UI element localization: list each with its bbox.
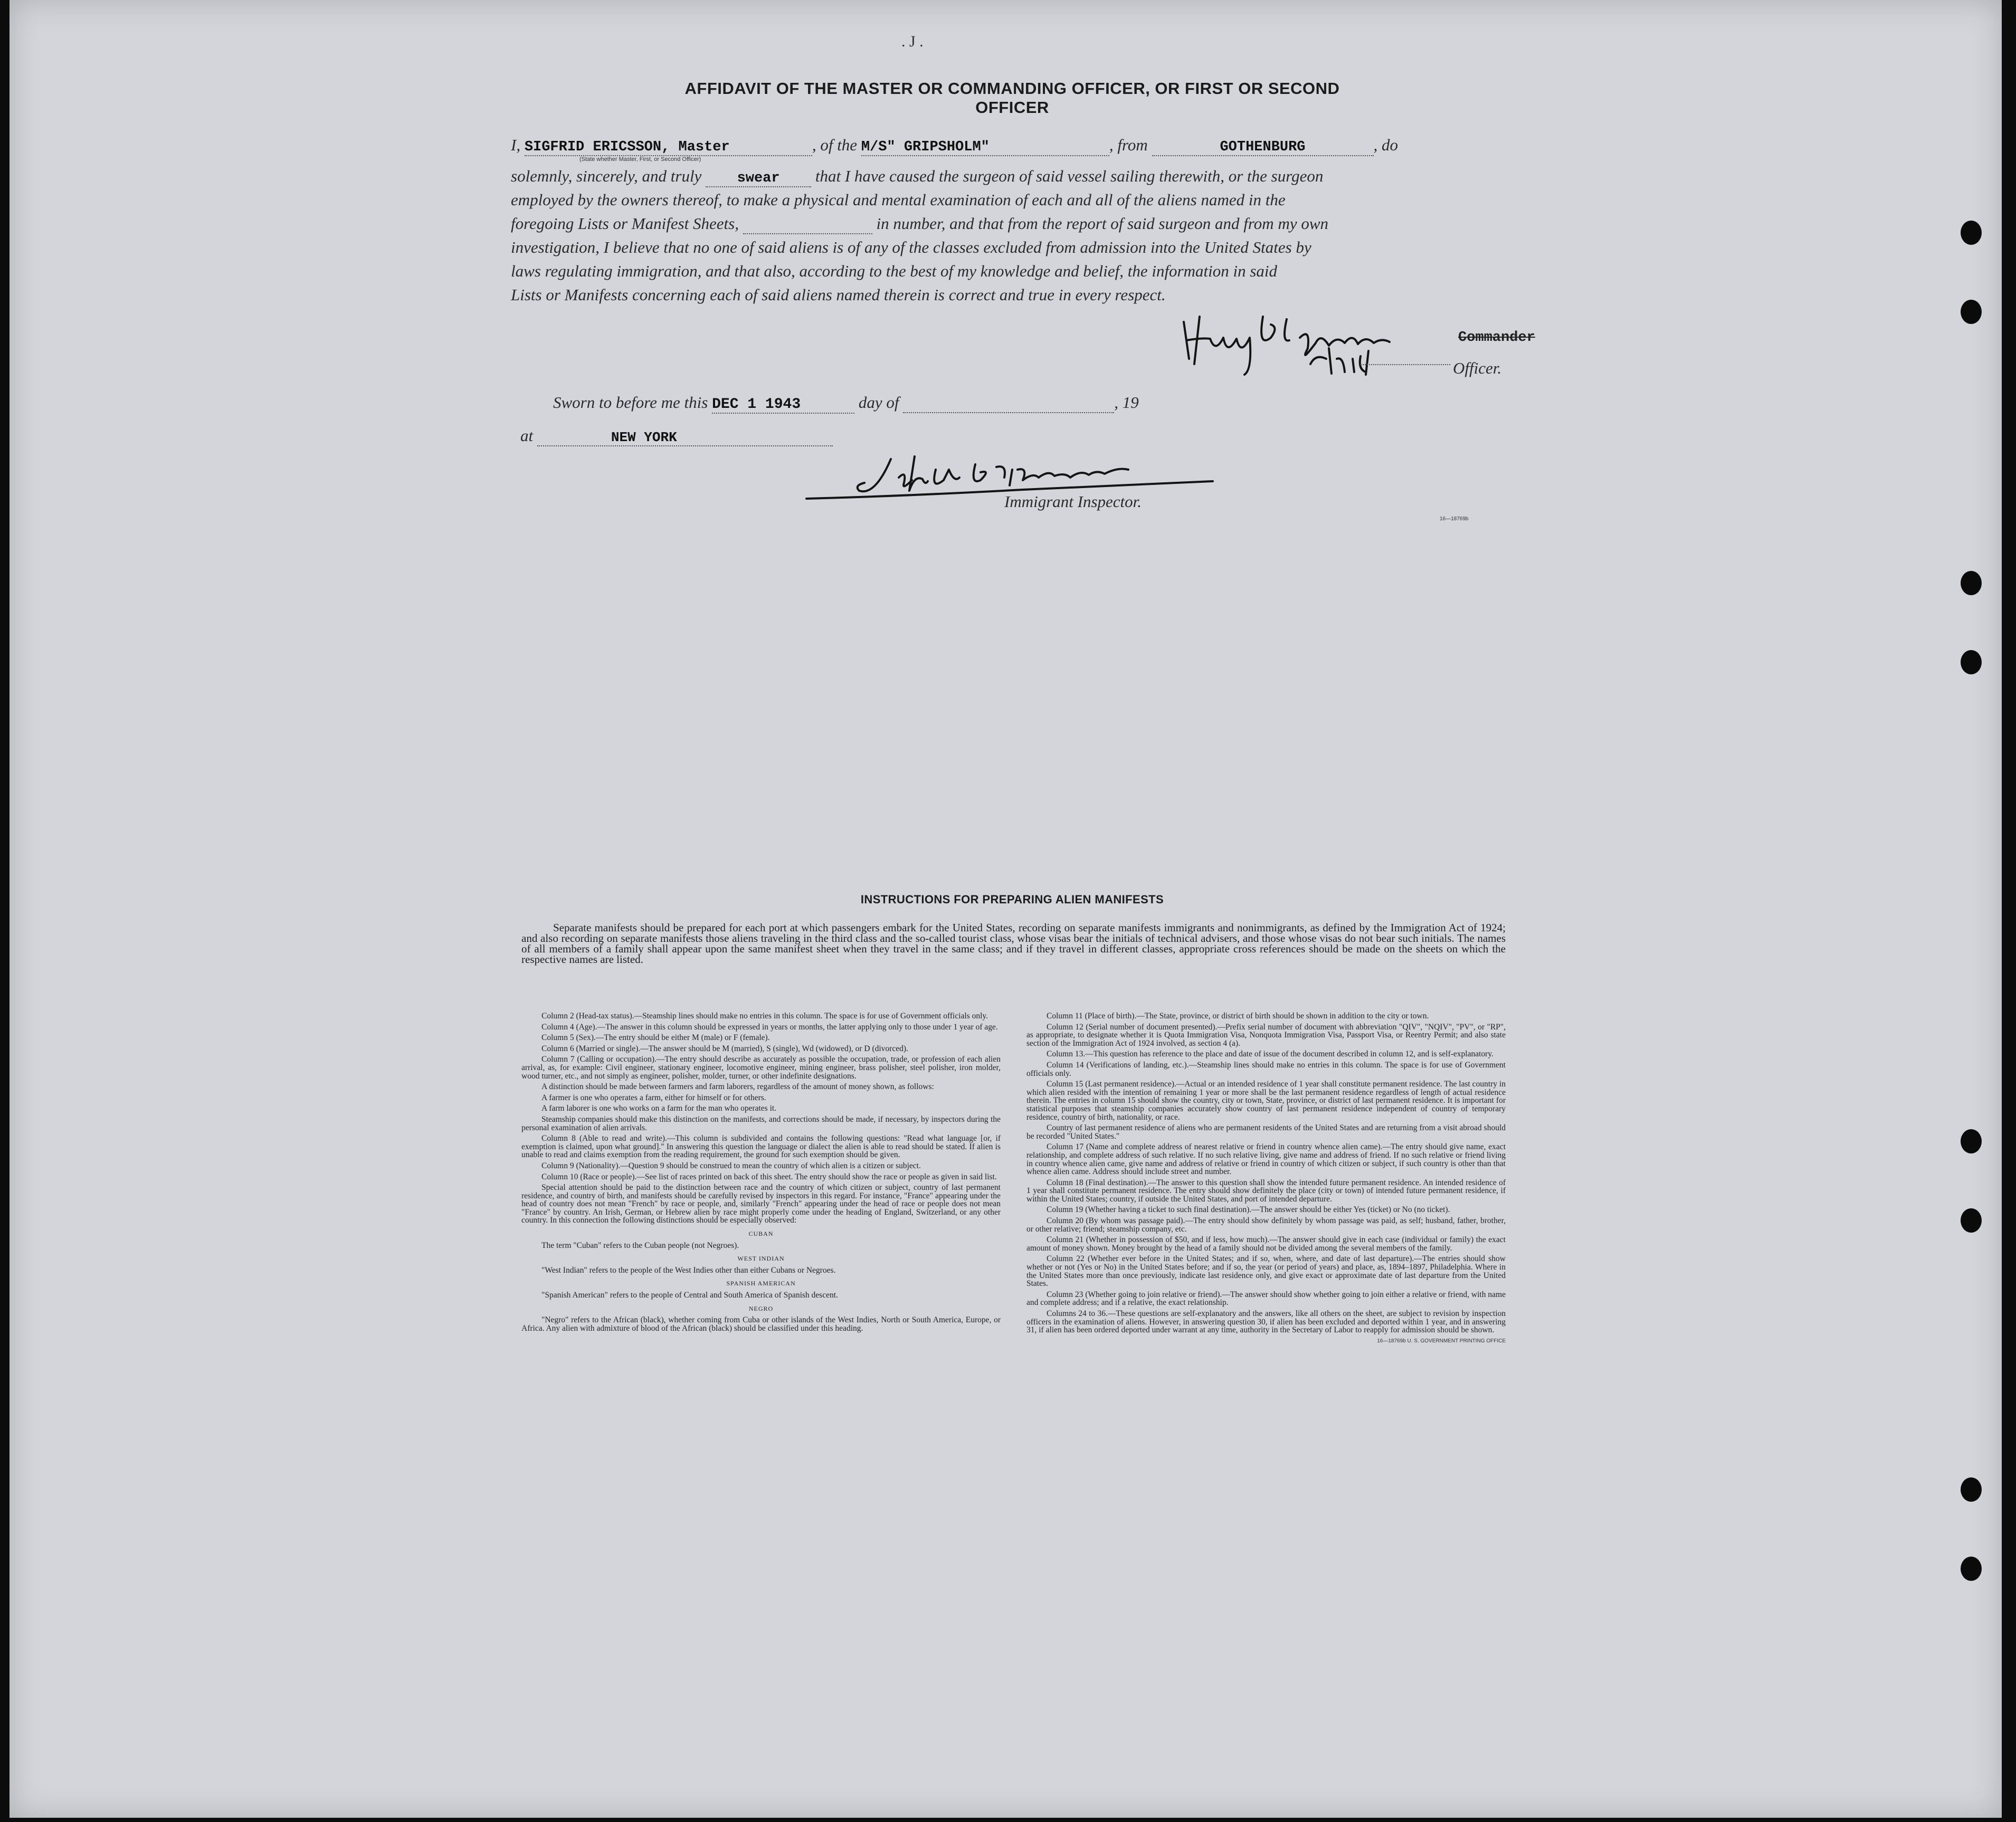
instruction-paragraph: Column 14 (Verifications of landing, etc.).—Steamship lines should make no entries in this column. The space is for use of Government officials only. xyxy=(1026,1060,1506,1078)
sworn-day-of: day of xyxy=(858,393,899,412)
cuban-text: The term "Cuban" refers to the Cuban people (not Negroes). xyxy=(541,1241,739,1250)
manifest-count-blank xyxy=(743,214,872,234)
instruction-paragraph: Column 9 (Nationality).—Question 9 should be construed to mean the country of which alien is a citizen or subject. xyxy=(541,1161,921,1170)
master-name: SIGFRID ERICSSON, Master xyxy=(524,139,730,155)
instruction-paragraph: Column 12 (Serial number of document presented).—Prefix serial number of document with abbreviation "QIV", "NQIV", "PV", or "RP", as appropriate, to designate whether it is Quota Immigration Visa, Nonquota Immigration Visa, Passport Visa, or Reentry Permit; and also state section of the Immigration Act of 1924 involved, as section 4 (a). xyxy=(1026,1022,1506,1048)
oath-word: swear xyxy=(737,170,780,186)
instruction-paragraph: Column 5 (Sex).—The entry should be either M (male) or F (female). xyxy=(541,1033,770,1043)
punch-hole xyxy=(1961,300,1982,324)
instruction-paragraph: Column 22 (Whether ever before in the United States; and if so, when, where, and date of last departure).—The entries should show whether or not (Yes or No) in the United States before; and if so, the year (or period of years) and place, as, 1894–1897, Philadelphia. Where in the United States more than once previously, indicate last residence only, and give exact or approximate date of last departure from the United States. xyxy=(1026,1254,1506,1289)
affidavit-line-7: Lists or Manifests concerning each of said aliens named therein is correct and true in every respect. xyxy=(511,285,1166,304)
officer-suffix: Officer. xyxy=(1453,359,1502,377)
instructions-intro: Separate manifests should be prepared for each port at which passengers embark for the United States, recording on separate manifests immigrants and nonimmigrants, as defined by the Immigration Act of 1924; and also recording on separate manifests those aliens traveling in the third class and the so-called tourist class, whose visas bear the initials of technical advisers, and those whose visas do not bear such initials. The names of all members of a family shall appear upon the same manifest sheet when they travel in the same class; and if they travel in different classes, appropriate cross references should be made on the sheets on which the respective names are listed. xyxy=(521,921,1506,966)
instruction-paragraph: Column 11 (Place of birth).—The State, province, or district of birth should be shown in addition to the city or town. xyxy=(1047,1012,1429,1020)
sworn-place: NEW YORK xyxy=(611,430,677,445)
punch-hole xyxy=(1961,1129,1982,1153)
line4-a: foregoing Lists or Manifest Sheets, xyxy=(511,214,739,233)
spanish-american-text: "Spanish American" refers to the people of Central and South America of Spanish descent. xyxy=(541,1291,838,1300)
sworn-year: , 19 xyxy=(1114,393,1139,412)
instruction-paragraph: Column 6 (Married or single).—The answer should be M (married), S (single), Wd (widowed), or D (divorced). xyxy=(541,1044,908,1053)
line4-b: in number, and that from the report of said surgeon and from my own xyxy=(876,214,1329,233)
instruction-paragraph: Column 19 (Whether having a ticket to such final destination).—The answer should be either Yes (ticket) or No (no ticket). xyxy=(1047,1205,1450,1215)
struck-title: Commander xyxy=(1458,330,1535,346)
instruction-paragraph: Column 13.—This question has reference to the place and date of issue of the document described in column 12, and is self-explanatory. xyxy=(1047,1050,1494,1059)
instruction-paragraph: A distinction should be made between farmers and farm laborers, regardless of the amount of money shown, as follows: xyxy=(541,1082,934,1092)
line1-from: , from xyxy=(1109,136,1148,154)
punch-hole xyxy=(1961,650,1982,674)
at-label: at xyxy=(520,426,534,445)
officer-blank xyxy=(1361,364,1450,365)
instruction-paragraph: Column 4 (Age).—The answer in this column should be expressed in years or months, the latter applying only to those under 1 year of age. xyxy=(541,1022,998,1032)
affidavit-line-5: investigation, I believe that no one of said aliens is of any of the classes excluded from admission into the United States by xyxy=(511,238,1311,256)
line1-of: , of the xyxy=(812,136,858,154)
affidavit-line-4 xyxy=(511,214,1503,234)
instruction-paragraph: Columns 24 to 36.—These questions are self-explanatory and the answers, like all others on the sheet, are subject to revision by inspection officers in the examination of aliens. However, in answering question 30, if alien has been excluded and deported within 1 year, and in answering 31, if alien has been ordered deported under warrant at any time, authority in the Secretary of Labor to reapply for admission should be shown. xyxy=(1026,1309,1506,1335)
officer-signature xyxy=(1178,306,1463,380)
line2-b: that I have caused the surgeon of said vessel sailing therewith, or the surgeon xyxy=(815,167,1324,185)
manifest-sheet xyxy=(9,0,2002,1818)
spanish-american-heading: SPANISH AMERICAN xyxy=(726,1280,796,1287)
departure-port: GOTHENBURG xyxy=(1220,139,1306,155)
negro-text: "Negro" refers to the African (black), whether coming from Cuba or other islands of the West Indies, North or South America, Europe, or Africa. Any alien with admixture of blood of the African (black) should be classified under this heading. xyxy=(521,1315,1001,1333)
printing-office-footer: 16—18769b U. S. GOVERNMENT PRINTING OFFICE xyxy=(1377,1338,1506,1344)
west-indian-heading: WEST INDIAN xyxy=(737,1255,785,1263)
cuban-heading: CUBAN xyxy=(748,1230,774,1238)
instructions-right-column xyxy=(1026,1012,1506,1345)
top-mark: . J . xyxy=(901,33,924,50)
instruction-paragraph: Column 23 (Whether going to join relative or friend).—The answer should show whether going to join either a relative or friend, with name and complete address; and if a relative, the exact relationship. xyxy=(1026,1290,1506,1308)
line1-do: , do xyxy=(1373,136,1398,154)
instruction-paragraph: Column 18 (Final destination).—The answer to this question shall show the intended future permanent residence. An intended residence of 1 year shall constitute permanent residence. The entry should show definitely the place (city or town) of intended future permanent residence, if within the United States; country, if outside the United States, and port of intended departure. xyxy=(1026,1178,1506,1204)
instruction-paragraph: A farm laborer is one who works on a farm for the man who operates it. xyxy=(541,1104,777,1113)
affidavit-line-1 xyxy=(511,136,1503,156)
instruction-paragraph: Country of last permanent residence of aliens who are permanent residents of the United States and are returning from a visit abroad should be recorded "United States." xyxy=(1026,1123,1506,1141)
instruction-paragraph: Column 20 (By whom was passage paid).—The entry should show definitely by whom passage was paid, as self; husband, father, brother, or other relative; friend; steamship company, etc. xyxy=(1026,1216,1506,1234)
instruction-paragraph: Column 7 (Calling or occupation).—The entry should describe as accurately as possible the occupation, trade, or profession of each alien arrival, as, for example: Civil engineer, stationary engineer, locomotive engineer, mining engineer, brass polisher, steel polisher, iron molder, wood turner, etc., and not simply as engineer, polisher, molder, turner, or other indefinite designations. xyxy=(521,1055,1001,1081)
west-indian-text: "West Indian" refers to the people of the West Indies other than either Cubans or Negroes. xyxy=(541,1265,836,1275)
affidavit-line-6: laws regulating immigration, and that also, according to the best of my knowledge and belief, the information in said xyxy=(511,262,1278,280)
instruction-paragraph: Column 21 (Whether in possession of $50, and if less, how much).—The answer should give in each case (individual or family) the exact amount of money shown. Money brought by the head of a family should not be divided among the several members of the family. xyxy=(1026,1235,1506,1253)
instruction-paragraph: Special attention should be paid to the distinction between race and the country of which citizen or subject, country of last permanent residence, and country of birth, and manifests should be carefully revised by inspectors in this regard. For instance, "France" appearing under the head of country does not mean "French" by race or people, and, similarly "French" appearing under the head of race or people does not mean "France" by country. An Irish, German, or Hebrew alien by race might properly come under the heading of England, Switzerland, or any other country. In this connection the following distinctions should be especially observed: xyxy=(521,1183,1001,1225)
punch-hole xyxy=(1961,1557,1982,1581)
affidavit-title: AFFIDAVIT OF THE MASTER OR COMMANDING OFFICER, OR FIRST OR SECOND OFFICER xyxy=(684,79,1340,117)
form-number: 16—18769b xyxy=(1440,516,1469,522)
affidavit-line-2 xyxy=(511,167,1503,187)
punch-hole xyxy=(1961,1477,1982,1502)
instruction-paragraph: Column 8 (Able to read and write).—This column is subdivided and contains the following questions: "Read what language [or, if exemption is claimed, upon what ground]." In answering this question the language or dialect the alien is able to read should be stated. If alien is unable to read and claims exemption from the reading requirement, the ground for such exemption should be given. xyxy=(521,1134,1001,1160)
officer-note: (State whether Master, First, or Second Officer) xyxy=(579,156,701,163)
instructions-left-column xyxy=(521,1012,1001,1335)
instruction-paragraph: A farmer is one who operates a farm, either for himself or for others. xyxy=(541,1093,766,1102)
sworn-date: DEC 1 1943 xyxy=(712,396,801,413)
instruction-paragraph: Column 2 (Head-tax status).—Steamship lines should make no entries in this column. The space is for use of Government officials only. xyxy=(541,1012,988,1020)
at-line xyxy=(520,426,890,446)
instruction-paragraph: Column 15 (Last permanent residence).—Actual or an intended residence of 1 year shall constitute permanent residence. The last country in which alien resided with the intention of remaining 1 year or more shall be the last permanent residence regardless of length of actual residence therein. The entries in column 15 should show the country, city or town, State, province, or district of last permanent residence. It is important for statistical purposes that steamship companies accurately show country of last permanent residence independent of country of temporary residence, country of birth, nationality, or race. xyxy=(1026,1080,1506,1122)
vessel-name: M/S" GRIPSHOLM" xyxy=(861,139,990,155)
affidavit-line-3: employed by the owners thereof, to make a physical and mental examination of each and all of the aliens named in the xyxy=(511,190,1286,209)
inspector-label: Immigrant Inspector. xyxy=(1004,492,1142,511)
punch-hole xyxy=(1961,571,1982,595)
line1-prefix: I, xyxy=(511,136,521,154)
month-blank xyxy=(903,393,1114,413)
instruction-paragraph: Column 17 (Name and complete address of nearest relative or friend in country whence alien came).—The entry should give name, exact relationship, and complete address of such relative. If no such relative living, give name and address of friend. If no such relative or friend living in country whence alien came, give name and address of relative or friend in country of which citizen or subject, if such country is other than that whence alien came. Address should include street and number. xyxy=(1026,1142,1506,1177)
line2-a: solemnly, sincerely, and truly xyxy=(511,167,702,185)
negro-heading: NEGRO xyxy=(748,1304,774,1312)
instructions-title: INSTRUCTIONS FOR PREPARING ALIEN MANIFESTS xyxy=(860,893,1164,906)
punch-hole xyxy=(1961,1208,1982,1233)
instruction-paragraph: Column 10 (Race or people).—See list of races printed on back of this sheet. The entry should show the race or people as given in said list. xyxy=(541,1172,997,1181)
sworn-line xyxy=(553,393,1239,414)
punch-hole xyxy=(1961,221,1982,245)
instruction-paragraph: Steamship companies should make this distinction on the manifests, and corrections should be made, if necessary, by inspectors during the personal examination of alien arrivals. xyxy=(521,1114,1001,1132)
sworn-prefix: Sworn to before me this xyxy=(553,393,708,412)
